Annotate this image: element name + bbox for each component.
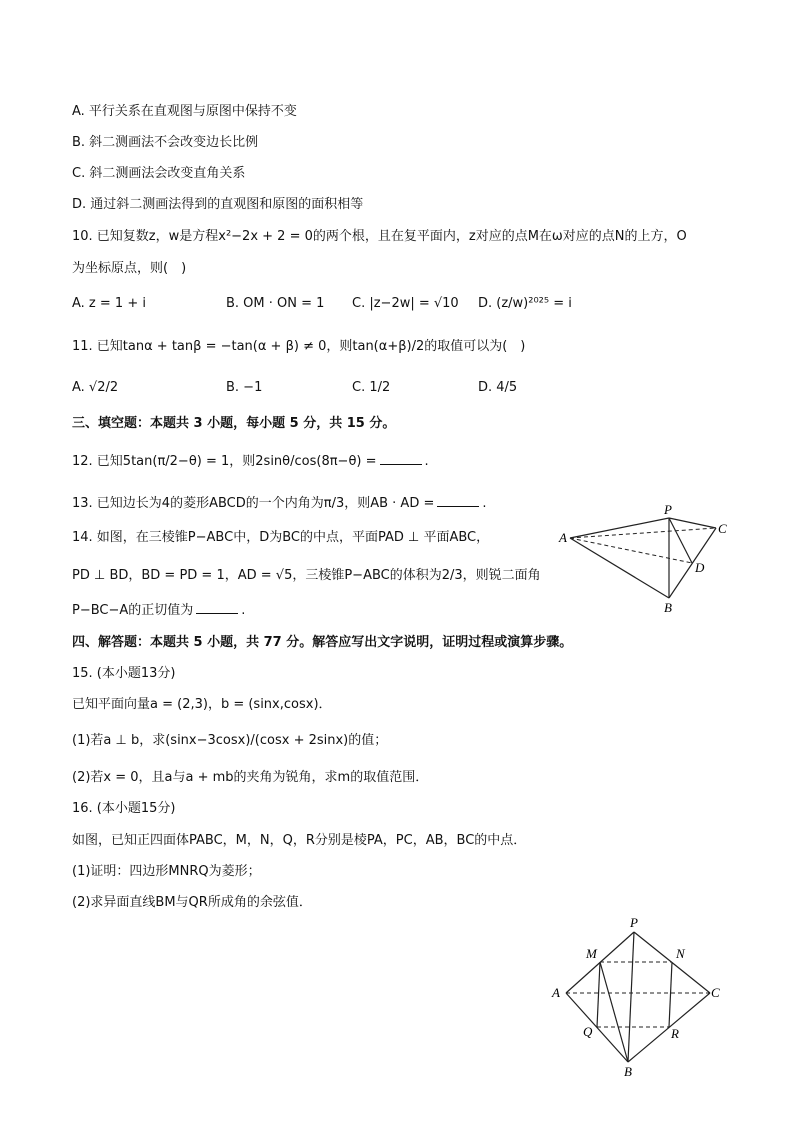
q10-option-c: C. |z−2w| = √10 xyxy=(352,296,459,311)
q16-tetrahedron-figure xyxy=(548,912,738,1082)
segment-mq xyxy=(597,962,600,1027)
q11-option-b: B. −1 xyxy=(226,380,263,395)
q10-stem-line2: 为坐标原点，则( ) xyxy=(72,261,187,276)
q16-header: 16. (本小题15分) xyxy=(72,801,176,816)
q11-stem: 11. 已知tanα + tanβ = −tan(α + β) ≠ 0，则tan(α+β)/2的取值可以为( ) xyxy=(72,339,526,354)
q12-line: 12. 已知5tan(π/2−θ) = 1，则2sinθ/cos(8π−θ) = . xyxy=(72,454,429,469)
q9-option-b: B. 斜二测画法不会改变边长比例 xyxy=(72,135,259,150)
section-fill-in-heading: 三、填空题：本题共 3 小题，每小题 5 分，共 15 分。 xyxy=(72,416,396,431)
edge-pd xyxy=(669,518,692,563)
edge-bc xyxy=(669,528,716,598)
label-p: P xyxy=(630,915,638,930)
q9-option-a: A. 平行关系在直观图与原图中保持不变 xyxy=(72,104,297,119)
q14-stem-line2: PD ⊥ BD，BD = PD = 1，AD = √5，三棱锥P−ABC的体积为2/3，则锐二面角 xyxy=(72,568,541,583)
label-a: A xyxy=(552,985,560,1000)
label-b: B xyxy=(664,600,672,615)
edge-ab xyxy=(570,538,669,598)
q12-stem: 12. 已知5tan(π/2−θ) = 1，则2sinθ/cos(8π−θ) = xyxy=(72,454,377,469)
q12-answer-blank[interactable] xyxy=(380,452,422,465)
q11-option-a: A. √2/2 xyxy=(72,380,119,395)
q10-option-a: A. z = 1 + i xyxy=(72,296,146,311)
q9-option-d: D. 通过斜二测画法得到的直观图和原图的面积相等 xyxy=(72,197,364,212)
q16-stem: 如图，已知正四面体PABC，M，N，Q，R分别是棱PA，PC，AB，BC的中点． xyxy=(72,833,527,848)
label-n: N xyxy=(676,946,685,961)
label-r: R xyxy=(671,1026,679,1041)
q16-part2: (2)求异面直线BM与QR所成角的余弦值． xyxy=(72,895,312,910)
q14-stem-line1: 14. 如图，在三棱锥P−ABC中，D为BC的中点，平面PAD ⊥ 平面ABC， xyxy=(72,530,490,545)
q14-stem-line3: P−BC−A的正切值为 . xyxy=(72,603,246,618)
segment-nr xyxy=(669,962,672,1027)
label-c: C xyxy=(711,985,720,1000)
label-m: M xyxy=(586,946,597,961)
q13-stem: 13. 已知边长为4的菱形ABCD的一个内角为π/3，则AB · AD = xyxy=(72,496,435,511)
label-c: C xyxy=(718,521,727,536)
q15-header: 15. (本小题13分) xyxy=(72,666,176,681)
q13-answer-blank[interactable] xyxy=(437,494,479,507)
q15-stem: 已知平面向量a = (2,3)，b = (sinx,cosx)． xyxy=(72,697,332,712)
q13-line: 13. 已知边长为4的菱形ABCD的一个内角为π/3，则AB · AD = . xyxy=(72,496,487,511)
q14-answer-blank[interactable] xyxy=(196,601,238,614)
q9-option-c: C. 斜二测画法会改变直角关系 xyxy=(72,166,246,181)
q10-option-b: B. OM · ON = 1 xyxy=(226,296,325,311)
label-b: B xyxy=(624,1064,632,1079)
edge-ad-hidden xyxy=(570,538,692,563)
q16-part1: (1)证明：四边形MNRQ为菱形； xyxy=(72,864,261,879)
q15-part2: (2)若x = 0，且a与a + mb的夹角为锐角，求m的取值范围． xyxy=(72,770,429,785)
label-p: P xyxy=(664,502,672,517)
q11-option-d: D. 4/5 xyxy=(478,380,518,395)
q10-stem-line1: 10. 已知复数z，w是方程x²−2x + 2 = 0的两个根，且在复平面内，z对应的点M在ω对应的点N的上方，O xyxy=(72,229,687,244)
q14-stem-text: P−BC−A的正切值为 xyxy=(72,603,194,618)
label-a: A xyxy=(559,530,567,545)
edge-pc xyxy=(669,518,716,528)
q10-option-d: D. (z/w)²⁰²⁵ = i xyxy=(478,296,572,311)
q14-pyramid-figure xyxy=(558,500,738,620)
q11-option-c: C. 1/2 xyxy=(352,380,391,395)
section-solution-heading: 四、解答题：本题共 5 小题，共 77 分。解答应写出文字说明，证明过程或演算步骤。 xyxy=(72,635,573,650)
label-q: Q xyxy=(583,1024,593,1039)
q15-part1: (1)若a ⊥ b，求(sinx−3cosx)/(cosx + 2sinx)的值； xyxy=(72,733,388,748)
label-d: D xyxy=(695,560,705,575)
edge-pb xyxy=(628,932,634,1062)
